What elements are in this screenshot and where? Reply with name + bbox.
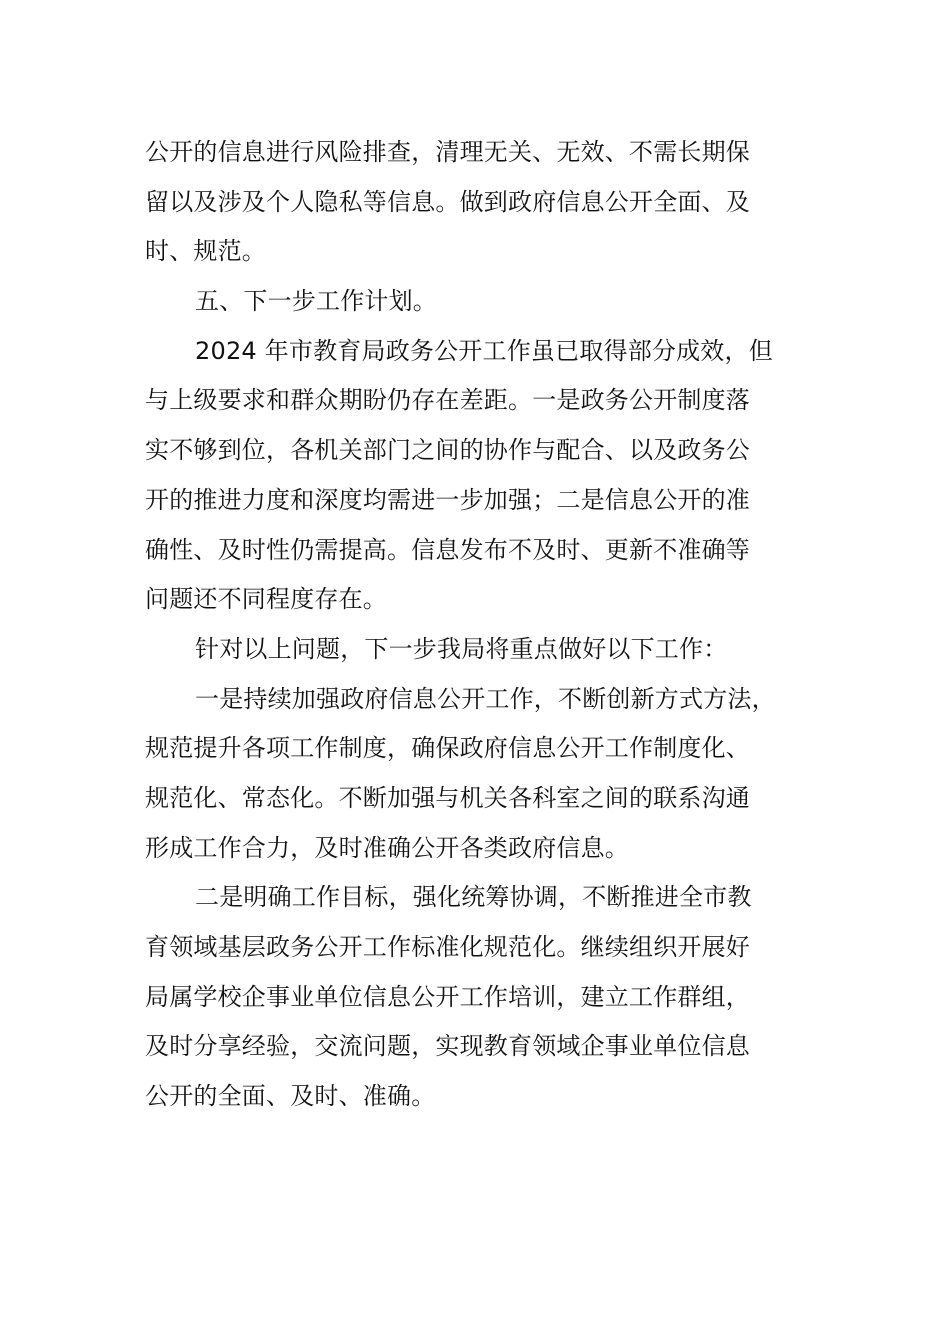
text-line: 形成工作合力，及时准确公开各类政府信息。 (145, 833, 629, 862)
text-line: 留以及涉及个人隐私等信息。做到政府信息公开全面、及 (145, 187, 750, 216)
text-line: 实不够到位，各机关部门之间的协作与配合、以及政务公 (145, 436, 750, 465)
text-line: 公开的信息进行风险排查，清理无关、无效、不需长期保 (145, 138, 750, 166)
text-line: 与上级要求和群众期盼仍存在差距。一是政务公开制度落 (145, 386, 750, 415)
text-line: 针对以上问题，下一步我局将重点做好以下工作： (195, 634, 728, 663)
text-line: 规范提升各项工作制度，确保政府信息公开工作制度化、 (145, 734, 750, 763)
text-line: 二是明确工作目标，强化统筹协调，不断推进全市教 (195, 883, 752, 912)
section-heading: 五、下一步工作计划。 (195, 287, 437, 316)
text-line: 育领域基层政务公开工作标准化规范化。继续组织开展好 (145, 933, 750, 961)
text-line: 2024 年市教育局政务公开工作虽已取得部分成效，但 (195, 336, 773, 365)
document-body (145, 128, 845, 1122)
text-line: 开的推进力度和深度均需进一步加强；二是信息公开的准 (145, 485, 750, 514)
text-line: 时、规范。 (145, 237, 266, 266)
text-line: 确性、及时性仍需提高。信息发布不及时、更新不准确等 (145, 535, 750, 564)
text-line: 规范化、常态化。不断加强与机关各科室之间的联系沟通 (145, 783, 750, 812)
text-line: 局属学校企事业单位信息公开工作培训，建立工作群组， (145, 982, 750, 1011)
text-line: 公开的全面、及时、准确。 (145, 1082, 436, 1111)
text-line: 一是持续加强政府信息公开工作，不断创新方式方法， (195, 684, 776, 713)
text-line: 及时分享经验，交流问题，实现教育领域企事业单位信息 (145, 1032, 750, 1061)
text-line: 问题还不同程度存在。 (145, 585, 387, 614)
